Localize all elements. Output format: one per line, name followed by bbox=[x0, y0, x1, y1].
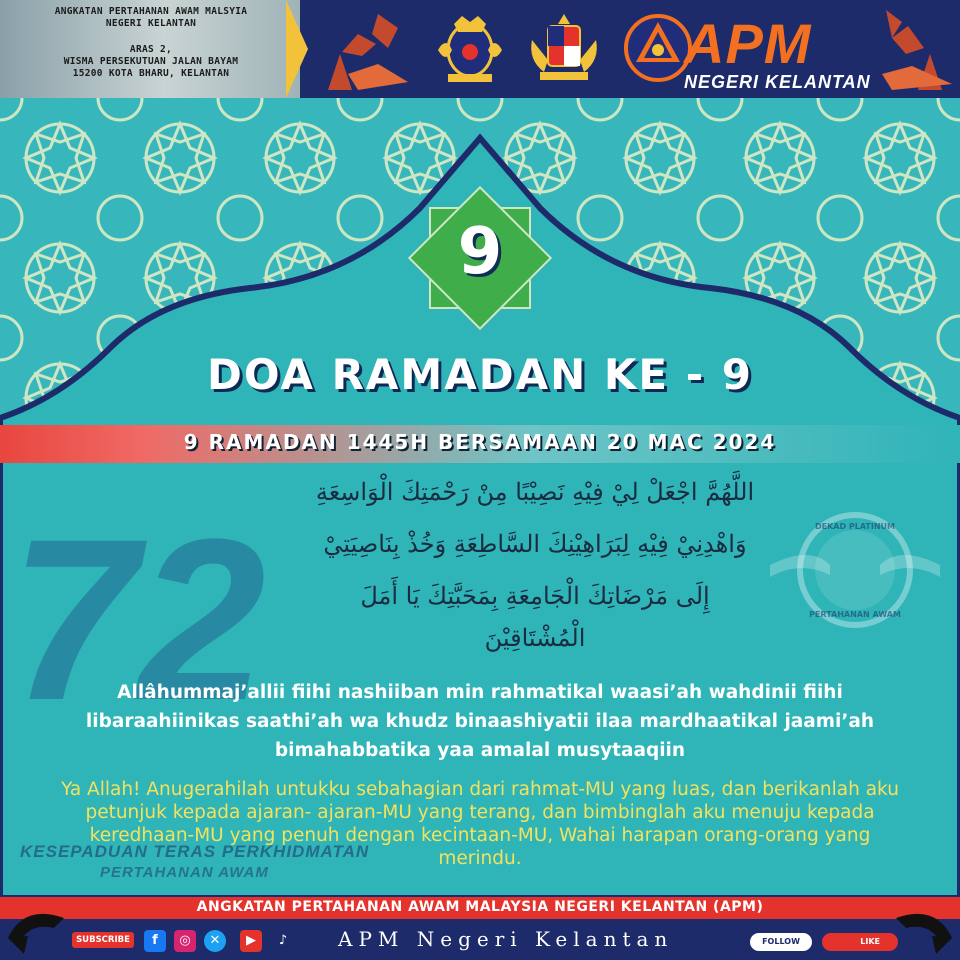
kelantan-crest-icon bbox=[432, 10, 508, 86]
footer-org-name: ANGKATAN PERTAHANAN AWAM MALAYSIA NEGERI KELANTAN (APM) bbox=[196, 899, 764, 915]
like-button[interactable]: LIKE bbox=[822, 933, 898, 951]
address-line1: ARAS 2, bbox=[129, 44, 173, 55]
page-title: DOA RAMADAN KE - 9 bbox=[207, 350, 753, 399]
ornament-left-icon bbox=[318, 4, 418, 94]
instagram-icon[interactable]: ◎ bbox=[174, 930, 196, 952]
subscribe-button[interactable]: SUBSCRIBE bbox=[72, 932, 134, 948]
arrow-right-icon bbox=[892, 898, 956, 958]
transliteration-text: Allâhummaj’allii fiihi nashiiban min rahmatikal waasi’ah wahdinii fiihi libaraahiinikas saathi’ah wa khudz binaashiyatii ilaa mardhaatikal jaami’ah bimahabbatika yaa amalal musytaaqiin bbox=[85, 682, 875, 761]
org-name-line2: NEGERI KELANTAN bbox=[105, 18, 197, 29]
watermark-caption-sub: PERTAHANAN AWAM bbox=[100, 864, 269, 881]
facebook-icon[interactable]: f bbox=[144, 930, 166, 952]
arabic-line-3: إِلَى مَرْضَاتِكَ الْجَامِعَةِ بِمَحَبَّتِكَ يَا أَمَلَ bbox=[360, 582, 710, 610]
follow-button[interactable]: FOLLOW bbox=[750, 933, 812, 951]
day-number: 9 bbox=[457, 215, 503, 289]
arabic-line-1: اللَّهُمَّ اجْعَلْ لِيْ فِيْهِ نَصِيْبًا مِنْ رَحْمَتِكَ الْوَاسِعَةِ bbox=[315, 478, 755, 506]
twitter-x-icon[interactable]: ✕ bbox=[204, 930, 226, 952]
address-line3: 15200 KOTA BHARU, KELANTAN bbox=[72, 68, 230, 79]
platinum-decade-emblem-icon bbox=[770, 505, 940, 635]
address-line2: WISMA PERSEKUTUAN JALAN BAYAM bbox=[63, 56, 239, 67]
arrow-left-icon bbox=[4, 898, 68, 958]
tiktok-icon[interactable]: ♪ bbox=[278, 933, 288, 948]
youtube-icon[interactable]: ▶ bbox=[240, 930, 262, 952]
footer-brand: APM Negeri Kelantan bbox=[338, 927, 674, 951]
watermark-caption: KESEPADUAN TERAS PERKHIDMATAN bbox=[20, 842, 370, 861]
apm-logo-text: APM bbox=[684, 12, 812, 75]
malaysia-coat-of-arms-icon bbox=[526, 10, 602, 86]
arabic-line-4: الْمُشْتَاقِيْنَ bbox=[484, 624, 586, 652]
emblem-top-text: DEKAD PLATINUM bbox=[814, 522, 896, 531]
translation-text: Ya Allah! Anugerahilah untukku sebahagian dari rahmat-MU yang luas, dan berikanlah aku petunjuk kepada ajaran- ajaran-MU yang terang, dan bimbinglah aku menuju kepada keredhaan-MU yang penuh dengan kecintaan-MU, Wahai harapan orang-orang yang merindu. bbox=[61, 779, 899, 869]
arabic-line-2: وَاهْدِنِيْ فِيْهِ لِبَرَاهِيْنِكَ السَّاطِعَةِ وَخُذْ بِنَاصِيَتِيْ bbox=[323, 530, 747, 558]
emblem-bottom-text: PERTAHANAN AWAM bbox=[809, 610, 901, 619]
ornament-right-icon bbox=[872, 4, 958, 94]
date-text: 9 RAMADAN 1445H BERSAMAAN 20 MAC 2024 bbox=[183, 430, 777, 454]
apm-logo-subtitle: NEGERI KELANTAN bbox=[684, 72, 871, 92]
header-address-block bbox=[6, 6, 296, 80]
watermark-number: 72 bbox=[10, 491, 266, 748]
org-name-line1: ANGKATAN PERTAHANAN AWAM MALSYIA bbox=[54, 6, 248, 17]
